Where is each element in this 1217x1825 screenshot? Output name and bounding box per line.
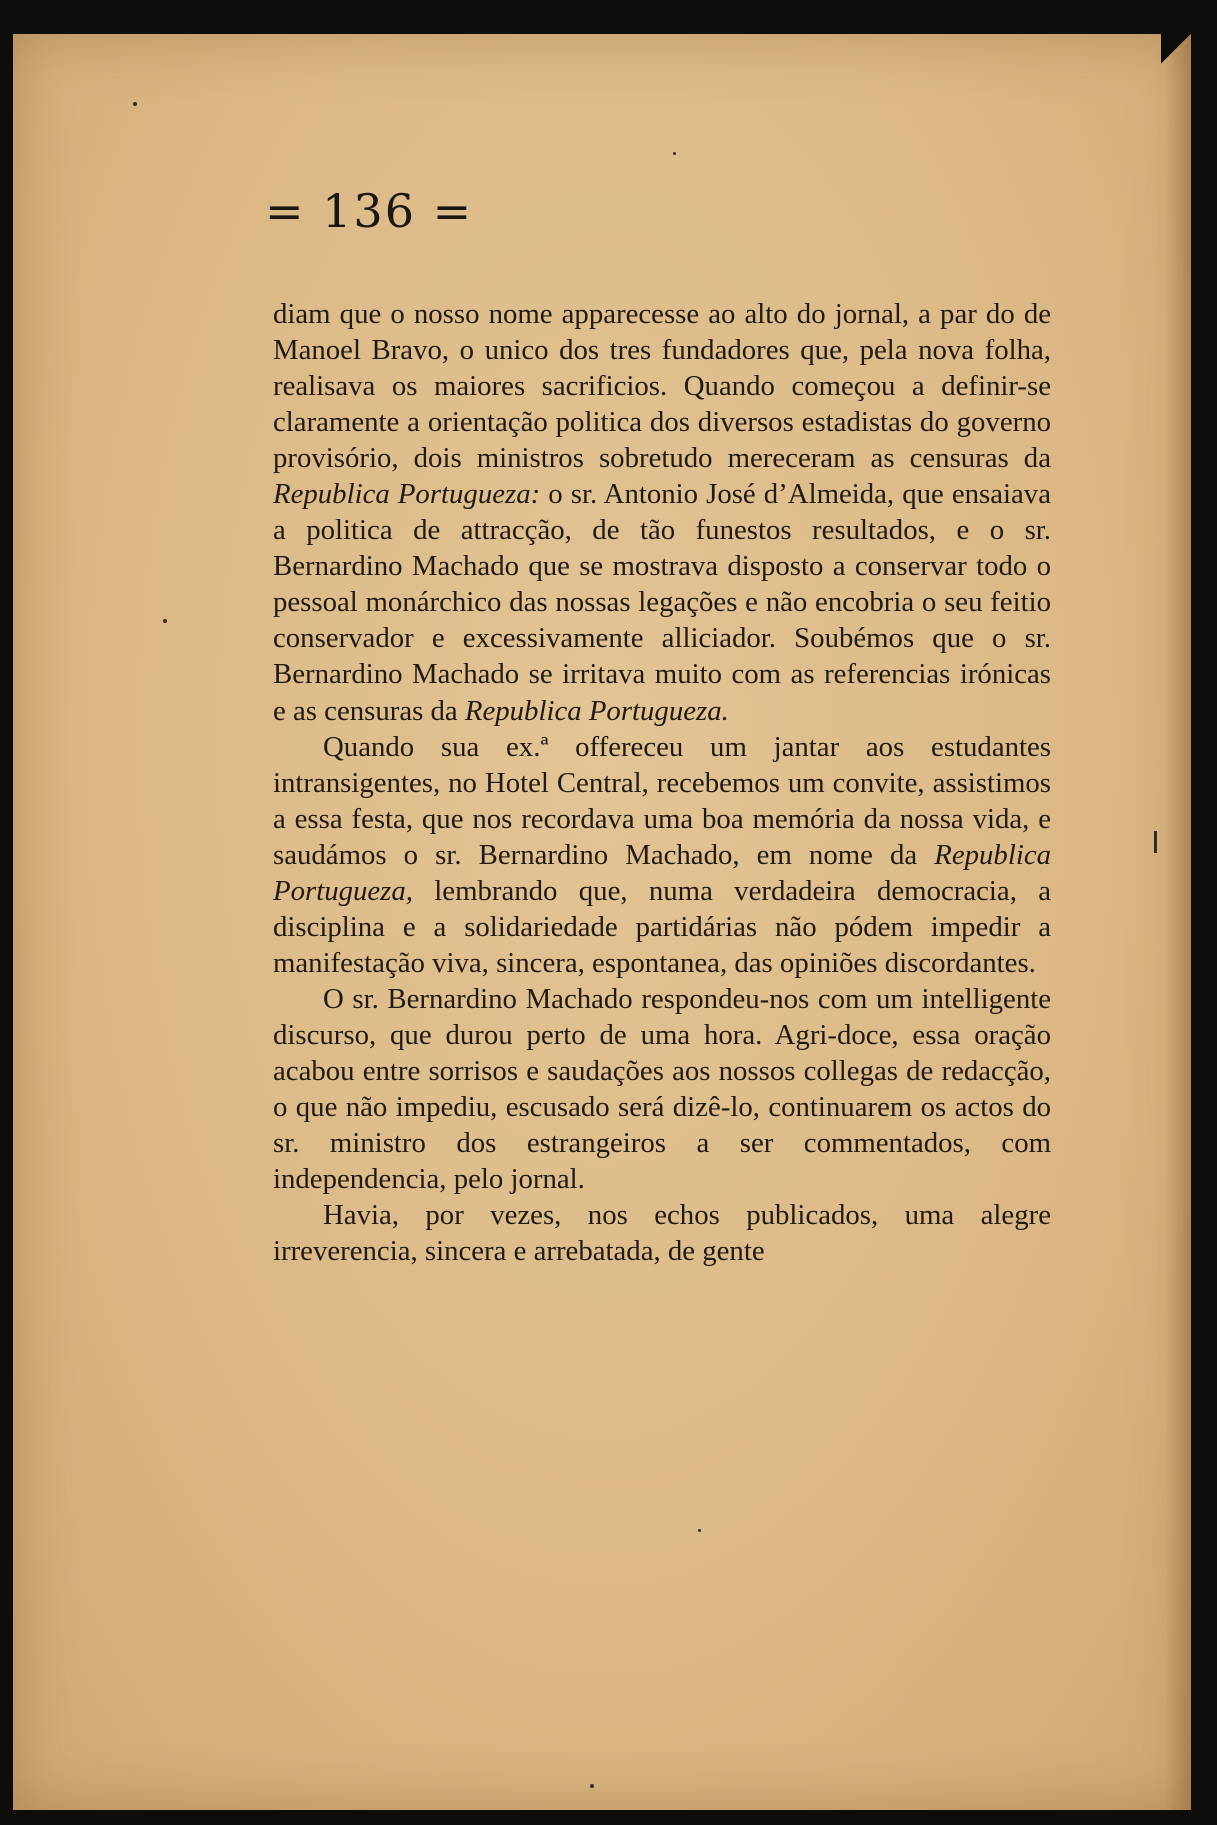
text-run: o sr. Antonio José d’Almeida, que ensaiava a politica de attracção, de tão funestos resultados, e o sr. Bernardino Machado que se mostrava disposto a conservar todo o pessoal monárchico das nossas legações e não encobria o seu feitio conservador e excessivamente alliciador. Soubémos que o sr. Bernardino Machado se irritava muito com as referencias irónicas e as censuras da [273,478,1051,727]
text-run: O sr. Bernardino Machado respondeu-nos com um intelligente discurso, que durou perto de uma hora. Agri-doce, essa oração acabou entre sorrisos e saudações aos nossos collegas de redacção, o que não impediu, escusado será dizê-lo, continuarem os actos do sr. ministro dos estrangeiros a ser commentados, com independencia, pelo jornal. [273,982,1051,1196]
newspaper-title: Republica Portugueza, [273,838,1051,907]
margin-mark [1154,831,1157,853]
body-text [273,296,1051,1269]
paragraph [273,296,1051,729]
paper-speck [133,102,137,106]
paper-speck [590,1784,594,1788]
paragraph [273,1197,1051,1269]
newspaper-title: Republica Portugueza: [273,478,541,511]
newspaper-title: Republica Portugueza. [464,694,729,727]
text-run: Quando sua ex.ª offereceu um jantar aos estudantes intransigentes, no Hotel Central, recebemos um convite, assistimos a essa festa, que nos recordava uma boa memória da nossa vida, e saudámos o sr. Bernardino Machado, em nome da [273,730,1051,871]
text-run: diam que o nosso nome apparecesse ao alto do jornal, a par do de Manoel Bravo, o unico dos tres fundadores que, pela nova folha, realisava os maiores sacrificios. Quando começou a definir-se claramente a orientação politica dos diversos estadistas do governo provisório, dois ministros sobretudo mereceram as censuras da [273,298,1051,475]
page-number: = 136 = [265,184,474,238]
paper-speck [163,619,167,623]
paper-speck [698,1529,701,1532]
text-run: Havia, por vezes, nos echos publicados, uma alegre irreverencia, sincera e arrebatada, de gente [273,1199,1051,1268]
paragraph [273,729,1051,981]
text-run: lembrando que, numa verdadeira democracia, a disciplina e a solidariedade partidárias não pódem impedir a manifestação viva, sincera, espontanea, das opiniões discordantes. [273,874,1051,979]
paragraph [273,981,1051,1197]
scan-edge [1161,34,1191,64]
paper-speck [673,152,676,155]
book-page [13,34,1191,1810]
